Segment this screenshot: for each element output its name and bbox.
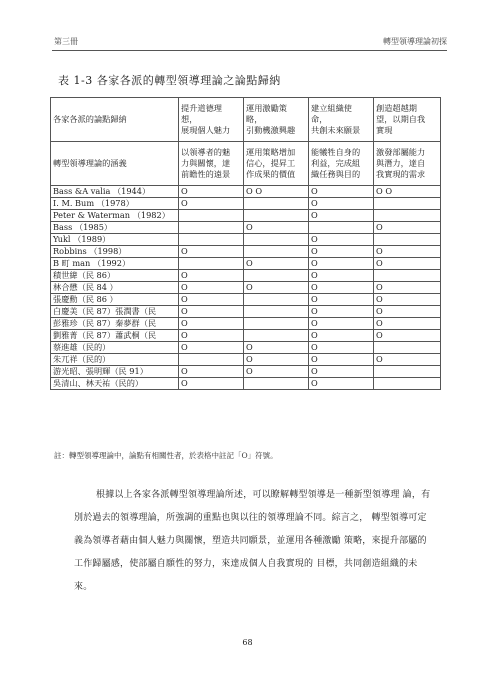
table-title: 表 1-3 各家各派的轉型領導理論之論點歸納 (58, 74, 281, 87)
meaning-cell-4 (374, 142, 441, 186)
column-header-3-line-2: 命， (311, 114, 328, 124)
mark-cell: O (309, 210, 374, 222)
column-header-2 (244, 98, 309, 142)
mark-cell: O (374, 318, 441, 330)
mark-cell: O (309, 258, 374, 270)
table-row (51, 186, 441, 198)
theory-table (50, 97, 441, 390)
source-cell: 白慶美（民 87）張潤書（民 (51, 306, 179, 318)
meaning-cell-3 (309, 142, 374, 186)
mark-cell (309, 222, 374, 234)
mark-cell: O (374, 294, 441, 306)
mark-cell: O (179, 198, 244, 210)
table-row (51, 366, 441, 378)
source-cell: 積世緯（民 86） (51, 270, 179, 282)
mark-cell: O (309, 282, 374, 294)
mark-cell (244, 210, 309, 222)
table-footnote: 註：轉型領導理論中，論點有相關性者，於表格中註記「O」符號。 (54, 451, 278, 460)
mark-cell (244, 330, 309, 342)
table-meaning-row (51, 142, 441, 186)
table-row (51, 246, 441, 258)
mark-cell (244, 234, 309, 246)
mark-cell (179, 222, 244, 234)
column-header-2-line-3: 引動機激興趣 (246, 125, 296, 135)
mark-cell: O (309, 234, 374, 246)
mark-cell: O (374, 354, 441, 366)
table-row (51, 306, 441, 318)
mark-cell: O (244, 342, 309, 354)
mark-cell: O (179, 330, 244, 342)
column-header-3 (309, 98, 374, 142)
row-header-meaning: 轉型領導理論的涵義 (51, 142, 179, 186)
column-header-2-line-2: 略， (246, 114, 263, 124)
column-header-4-line-3: 實現 (376, 125, 393, 135)
source-cell: Bass &A valia （1944） (51, 186, 179, 198)
mark-cell: O (244, 222, 309, 234)
table-row (51, 210, 441, 222)
mark-cell: O (374, 246, 441, 258)
source-cell: 游光昭、張明輝（民 91） (51, 366, 179, 378)
meaning-cell-2-line-1: 運用策略增加 (246, 147, 296, 157)
table-row (51, 282, 441, 294)
column-header-3-line-1: 建立組織使 (311, 103, 352, 113)
mark-cell (244, 294, 309, 306)
mark-cell: O (244, 282, 309, 294)
table-row (51, 318, 441, 330)
table-header-row (51, 98, 441, 142)
mark-cell (374, 210, 441, 222)
mark-cell: O (309, 198, 374, 210)
mark-cell (179, 258, 244, 270)
mark-cell: O (179, 306, 244, 318)
meaning-cell-1-line-3: 前瞻性的遠景 (181, 169, 231, 179)
mark-cell: O (309, 306, 374, 318)
mark-cell (179, 234, 244, 246)
mark-cell (244, 306, 309, 318)
mark-cell: O (309, 246, 374, 258)
mark-cell: O (309, 330, 374, 342)
meaning-cell-1 (179, 142, 244, 186)
source-cell: 朱兀祥（民的） (51, 354, 179, 366)
source-cell: 蔡進雄（民的） (51, 342, 179, 354)
column-header-3-line-3: 共創未來願景 (311, 125, 361, 135)
header-rule (52, 50, 447, 51)
meaning-cell-2-line-3: 作成果的價值 (246, 169, 296, 179)
table-row (51, 342, 441, 354)
mark-cell: O (244, 354, 309, 366)
table-row (51, 270, 441, 282)
mark-cell: O (374, 282, 441, 294)
column-header-1 (179, 98, 244, 142)
mark-cell: O (309, 186, 374, 198)
meaning-cell-2-line-2: 信心，提昇工 (246, 158, 296, 168)
meaning-cell-1-line-2: 力與關懷，達 (181, 158, 231, 168)
source-cell: 劉雅菁（民 87）蕭武桐（民 (51, 330, 179, 342)
mark-cell: O (374, 306, 441, 318)
mark-cell: O (179, 342, 244, 354)
column-header-4-line-2: 望，以期自我 (376, 114, 426, 124)
mark-cell: O (309, 366, 374, 378)
mark-cell: O (374, 330, 441, 342)
source-cell: Peter & Waterman （1982） (51, 210, 179, 222)
mark-cell: O (309, 318, 374, 330)
meaning-cell-3-line-1: 能犧牲自身的 (311, 147, 361, 157)
column-header-2-line-1: 運用激勵策 (246, 103, 287, 113)
table-row (51, 294, 441, 306)
meaning-cell-2 (244, 142, 309, 186)
mark-cell: O (374, 258, 441, 270)
mark-cell: O (309, 354, 374, 366)
column-header-4 (374, 98, 441, 142)
source-cell: 張慶勳（民 86 ） (51, 294, 179, 306)
source-cell: 彭雅珍（民 87）秦夢群（民 (51, 318, 179, 330)
mark-cell (374, 198, 441, 210)
mark-cell (374, 366, 441, 378)
mark-cell (244, 198, 309, 210)
column-header-1-line-3: 展現個人魅力 (181, 125, 231, 135)
source-cell: I. M. Bum （1978） (51, 198, 179, 210)
mark-cell: O (179, 366, 244, 378)
mark-cell (244, 318, 309, 330)
mark-cell (374, 234, 441, 246)
table-row (51, 198, 441, 210)
running-header-left: 第三冊 (54, 37, 78, 46)
mark-cell: O (309, 294, 374, 306)
source-cell: 吳清山、林天祐（民的） (51, 378, 179, 390)
mark-cell: O (309, 270, 374, 282)
source-cell: Yukl （1989） (51, 234, 179, 246)
mark-cell: O (179, 186, 244, 198)
meaning-cell-4-line-2: 與潛力，達自 (376, 158, 426, 168)
source-cell: 林合懋（民 84 ） (51, 282, 179, 294)
column-header-1-line-1: 提升道德理 (181, 103, 222, 113)
mark-cell: O (309, 378, 374, 390)
meaning-cell-1-line-1: 以領導者的魅 (181, 147, 231, 157)
mark-cell (244, 270, 309, 282)
mark-cell: O (309, 342, 374, 354)
mark-cell (374, 270, 441, 282)
source-cell: Bass （1985） (51, 222, 179, 234)
body-paragraph: 根據以上各家各派轉型領導理論所述，可以瞭解轉型領導是一種新型領導理 論，有別於過去的領導理論，所強調的重點也與以往的領導理論不同。綜言之， 轉型領導可定義為領導者藉由個人魅力與關懷，塑造共同願景，並運用各種激勵 策略，來提升部屬的工作歸屬感，使部屬自願性的努力，來達成個人自我實現的 目標，共同創造組織的未來。 (74, 490, 431, 592)
meaning-cell-4-line-1: 激發部屬能力 (376, 147, 426, 157)
page-number: 68 (242, 638, 253, 647)
meaning-cell-3-line-2: 利益，完成組 (311, 158, 361, 168)
mark-cell (179, 210, 244, 222)
mark-cell: O O (244, 186, 309, 198)
table-row (51, 222, 441, 234)
mark-cell (374, 342, 441, 354)
mark-cell: O (179, 246, 244, 258)
mark-cell (179, 354, 244, 366)
table-row (51, 354, 441, 366)
mark-cell (374, 378, 441, 390)
mark-cell: O (179, 294, 244, 306)
mark-cell: O (244, 258, 309, 270)
table-row (51, 330, 441, 342)
mark-cell: O (179, 282, 244, 294)
table-row (51, 258, 441, 270)
mark-cell: O O (374, 186, 441, 198)
table-row (51, 378, 441, 390)
source-cell: B 町 man （1992） (51, 258, 179, 270)
mark-cell: O (179, 378, 244, 390)
table-body (51, 98, 441, 390)
mark-cell (244, 246, 309, 258)
row-header-viewpoints: 各家各派的論點歸納 (51, 98, 179, 142)
mark-cell: O (374, 222, 441, 234)
meaning-cell-4-line-3: 我實現的需求 (376, 169, 426, 179)
running-header-right: 轉型領導理論初探 (383, 37, 447, 46)
mark-cell: O (244, 366, 309, 378)
mark-cell: O (179, 270, 244, 282)
column-header-4-line-1: 創造超越期 (376, 103, 417, 113)
source-cell: Robbins （1998） (51, 246, 179, 258)
column-header-1-line-2: 想， (181, 114, 198, 124)
mark-cell (244, 378, 309, 390)
mark-cell: O (179, 318, 244, 330)
table-row (51, 234, 441, 246)
meaning-cell-3-line-3: 織任務與目的 (311, 169, 361, 179)
